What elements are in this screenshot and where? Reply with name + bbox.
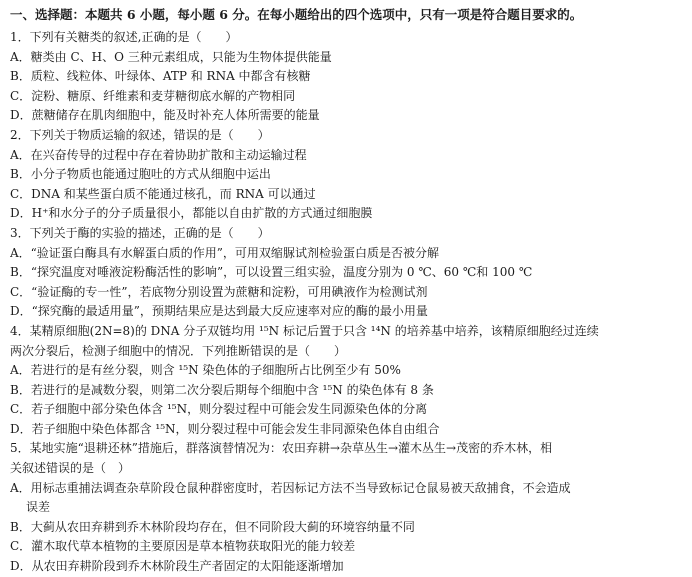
- question-5-option-a-line-1: A．用标志重捕法调查杂草阶段仓鼠种群密度时，若因标记方法不当导致标记仓鼠易被天敌捕食，不会造成: [10, 480, 571, 495]
- question-5-option-d: D．从农田弃耕阶段到乔木林阶段生产者固定的太阳能逐渐增加: [10, 559, 344, 574]
- question-4-stem-line-1: 4．某精原细胞(2N=8)的 DNA 分子双链均用 ¹⁵N 标记后置于只含 ¹⁴N 的培养基中培养，该精原细胞经过连续: [10, 323, 599, 338]
- question-2-option-c: C．DNA 和某些蛋白质不能通过核孔，而 RNA 可以通过: [10, 186, 316, 201]
- question-3-option-d: D．“探究酶的最适用量”，预期结果应是达到最大反应速率对应的酶的最小用量: [10, 304, 428, 319]
- question-4-option-d: D．若子细胞中染色体都含 ¹⁵N，则分裂过程中可能会发生非同源染色体自由组合: [10, 421, 440, 436]
- question-3-option-b: B．“探究温度对唾液淀粉酶活性的影响”，可以设置三组实验，温度分别为 0 ℃、60 ℃和 100 ℃: [10, 265, 533, 280]
- question-2-stem: 2．下列关于物质运输的叙述，错误的是（ ）: [10, 127, 270, 142]
- question-5-option-c: C．灌木取代草本植物的主要原因是草本植物获取阳光的能力较差: [10, 539, 356, 554]
- question-4-option-c: C．若子细胞中部分染色体含 ¹⁵N，则分裂过程中可能会发生同源染色体的分离: [10, 402, 428, 417]
- section-heading: 一、选择题：本题共 6 小题，每小题 6 分。在每小题给出的四个选项中，只有一项是符合题目要求的。: [10, 7, 583, 22]
- question-1-option-a: A．糖类由 C、H、O 三种元素组成，只能为生物体提供能量: [10, 49, 332, 64]
- question-4-stem-line-2: 两次分裂后，检测子细胞中的情况．下列推断错误的是（ ）: [10, 343, 347, 358]
- question-1-option-d: D．蔗糖储存在肌肉细胞中，能及时补充人体所需要的能量: [10, 108, 320, 123]
- question-4-option-a: A．若进行的是有丝分裂，则含 ¹⁵N 染色体的子细胞所占比例至少有 50%: [10, 363, 401, 378]
- question-2-option-a: A．在兴奋传导的过程中存在着协助扩散和主动运输过程: [10, 147, 307, 162]
- question-5-option-b: B．大蓟从农田弃耕到乔木林阶段均存在，但不同阶段大蓟的环境容纳量不同: [10, 519, 415, 534]
- question-1-option-c: C．淀粉、糖原、纤维素和麦芽糖彻底水解的产物相同: [10, 88, 296, 103]
- question-5-option-a-line-2: 误差: [26, 500, 51, 515]
- question-1-option-b: B．质粒、线粒体、叶绿体、ATP 和 RNA 中都含有核糖: [10, 69, 311, 84]
- question-2-option-b: B．小分子物质也能通过胞吐的方式从细胞中运出: [10, 167, 271, 182]
- question-3-option-c: C．“验证酶的专一性”，若底物分别设置为蔗糖和淀粉，可用碘液作为检测试剂: [10, 284, 428, 299]
- question-5-stem-line-1: 5．某地实施“退耕还林”措施后，群落演替情况为：农田弃耕→杂草丛生→灌木丛生→茂密的乔木林，相: [10, 441, 553, 456]
- question-3-stem: 3．下列关于酶的实验的描述，正确的是（ ）: [10, 225, 270, 240]
- question-1-stem: 1．下列有关糖类的叙述,正确的是（ ）: [10, 30, 238, 44]
- question-3-option-a: A．“验证蛋白酶具有水解蛋白质的作用”，可用双缩脲试剂检验蛋白质是否被分解: [10, 245, 439, 260]
- question-4-option-b: B．若进行的是减数分裂，则第二次分裂后期每个细胞中含 ¹⁵N 的染色体有 8 条: [10, 382, 434, 397]
- question-2-option-d: D．H⁺和水分子的分子质量很小，都能以自由扩散的方式通过细胞膜: [10, 206, 373, 221]
- question-5-stem-line-2: 关叙述错误的是（ ）: [10, 461, 131, 476]
